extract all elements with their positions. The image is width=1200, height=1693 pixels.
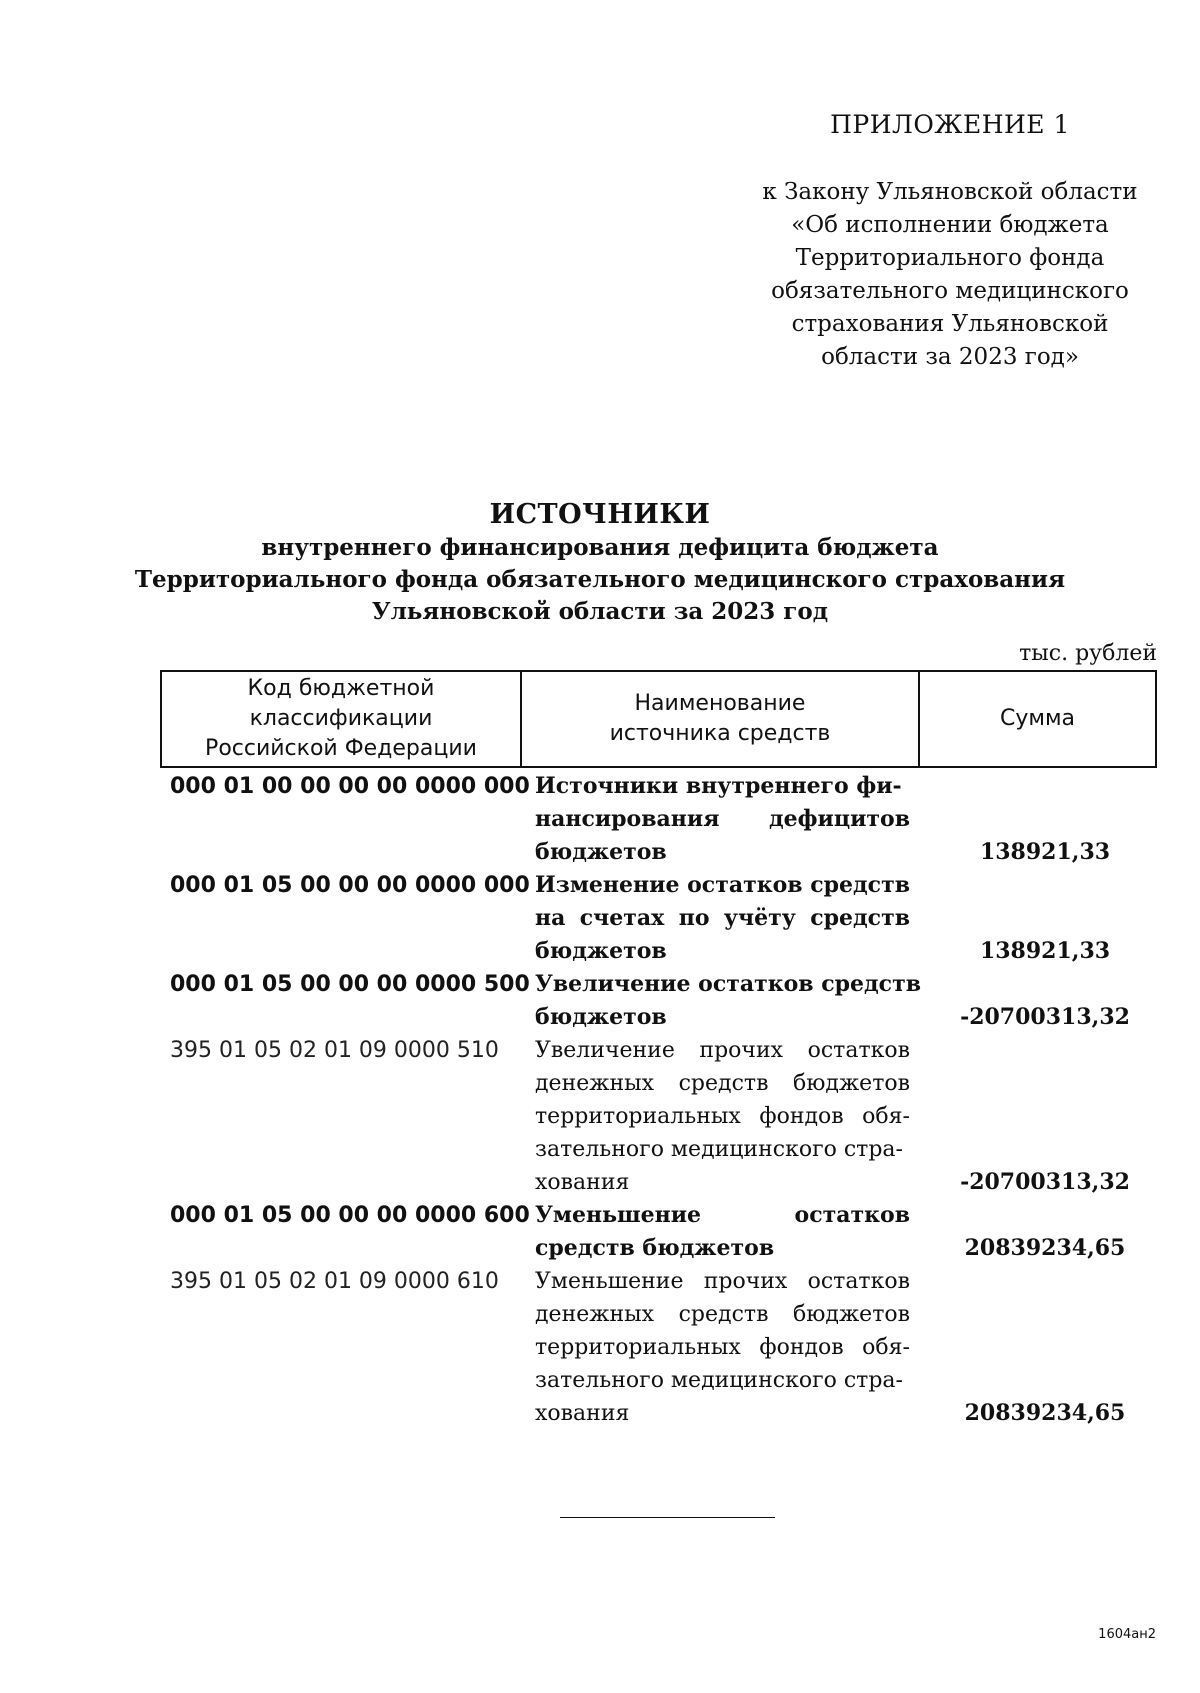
row-name-line: хования [535,1170,630,1195]
row-code: 000 01 05 00 00 00 0000 600 [170,1203,530,1228]
row-amount: 138921,33 [979,839,1111,865]
header-name-line: источника средств [609,721,831,746]
row-code: 395 01 05 02 01 09 0000 510 [170,1038,499,1063]
row-name-line: денежных средств бюджетов [535,1302,910,1327]
row-name-line: хования [535,1401,630,1426]
row-name-line: бюджетов [535,1004,667,1030]
header-sum: Сумма [999,706,1076,731]
table-row [170,968,1160,1034]
row-name [535,1199,910,1265]
row-name [535,968,921,1034]
document-code: 1604ан2 [1098,1627,1156,1642]
header-code-line: Код бюджетной [247,676,435,701]
row-name [535,869,910,968]
footer-divider [560,1517,775,1518]
table-row [170,1199,1160,1265]
table-row [170,869,1160,968]
law-reference [745,176,1155,374]
row-name-line: нансирования дефицитов [535,806,910,832]
law-reference-line: Территориального фонда [795,245,1105,271]
row-code: 395 01 05 02 01 09 0000 610 [170,1269,499,1294]
law-reference-line: «Об исполнении бюджета [791,212,1109,238]
row-name-line: на счетах по учёту средств [535,905,910,931]
table-row [170,770,1160,869]
row-name [535,1265,910,1430]
appendix-title: ПРИЛОЖЕНИЕ 1 [830,110,1070,139]
row-name-line: Увеличение прочих остатков [535,1038,910,1063]
row-name-line: территориальных фондов обя- [535,1104,910,1129]
document-title-line: Территориального фонда обязательного медицинского страхования [134,566,1066,593]
law-reference-line: области за 2023 год» [821,344,1079,370]
header-code [162,672,522,766]
row-amount: 20839234,65 [964,1235,1126,1261]
document-title-main: ИСТОЧНИКИ [489,499,711,530]
units-label: тыс. рублей [1019,641,1157,666]
document-title-line: внутреннего финансирования дефицита бюджета [261,534,939,561]
row-name-line: Изменение остатков средств [535,872,910,898]
row-name-line: средств бюджетов [535,1235,775,1261]
row-name-line: денежных средств бюджетов [535,1071,910,1096]
row-amount: 20839234,65 [964,1400,1126,1426]
header-code-line: Российской Федерации [205,736,477,761]
law-reference-line: обязательного медицинского [771,278,1129,304]
table-header [160,670,1157,768]
table-row [170,1034,1160,1199]
document-title [0,498,1200,628]
row-name-line: бюджетов [535,938,667,964]
law-reference-line: страхования Ульяновской [791,311,1109,337]
row-name-line: зательного медицинского стра- [535,1137,903,1162]
row-amount: 138921,33 [979,938,1111,964]
row-name [535,770,910,869]
row-name-line: бюджетов [535,839,667,865]
row-code: 000 01 05 00 00 00 0000 000 [170,873,530,898]
header-name [522,672,920,766]
row-code: 000 01 00 00 00 00 0000 000 [170,774,530,799]
header-name-line: Наименование [634,691,806,716]
header-code-line: классификации [249,706,433,731]
row-amount: -20700313,32 [960,1004,1130,1030]
row-name-line: территориальных фондов обя- [535,1335,910,1360]
row-code: 000 01 05 00 00 00 0000 500 [170,972,530,997]
row-name-line: Увеличение остатков средств [535,971,921,997]
table-row [170,1265,1160,1430]
row-name-line: Уменьшение прочих остатков [535,1269,910,1294]
table-body [170,770,1160,1430]
row-amount: -20700313,32 [960,1169,1130,1195]
row-name-line: зательного медицинского стра- [535,1368,903,1393]
row-name-line: Уменьшение остатков [535,1202,910,1228]
document-title-line: Ульяновской области за 2023 год [371,598,829,625]
row-name-line: Источники внутреннего фи- [535,773,902,799]
row-name [535,1034,910,1199]
law-reference-line: к Закону Ульяновской области [762,179,1138,205]
